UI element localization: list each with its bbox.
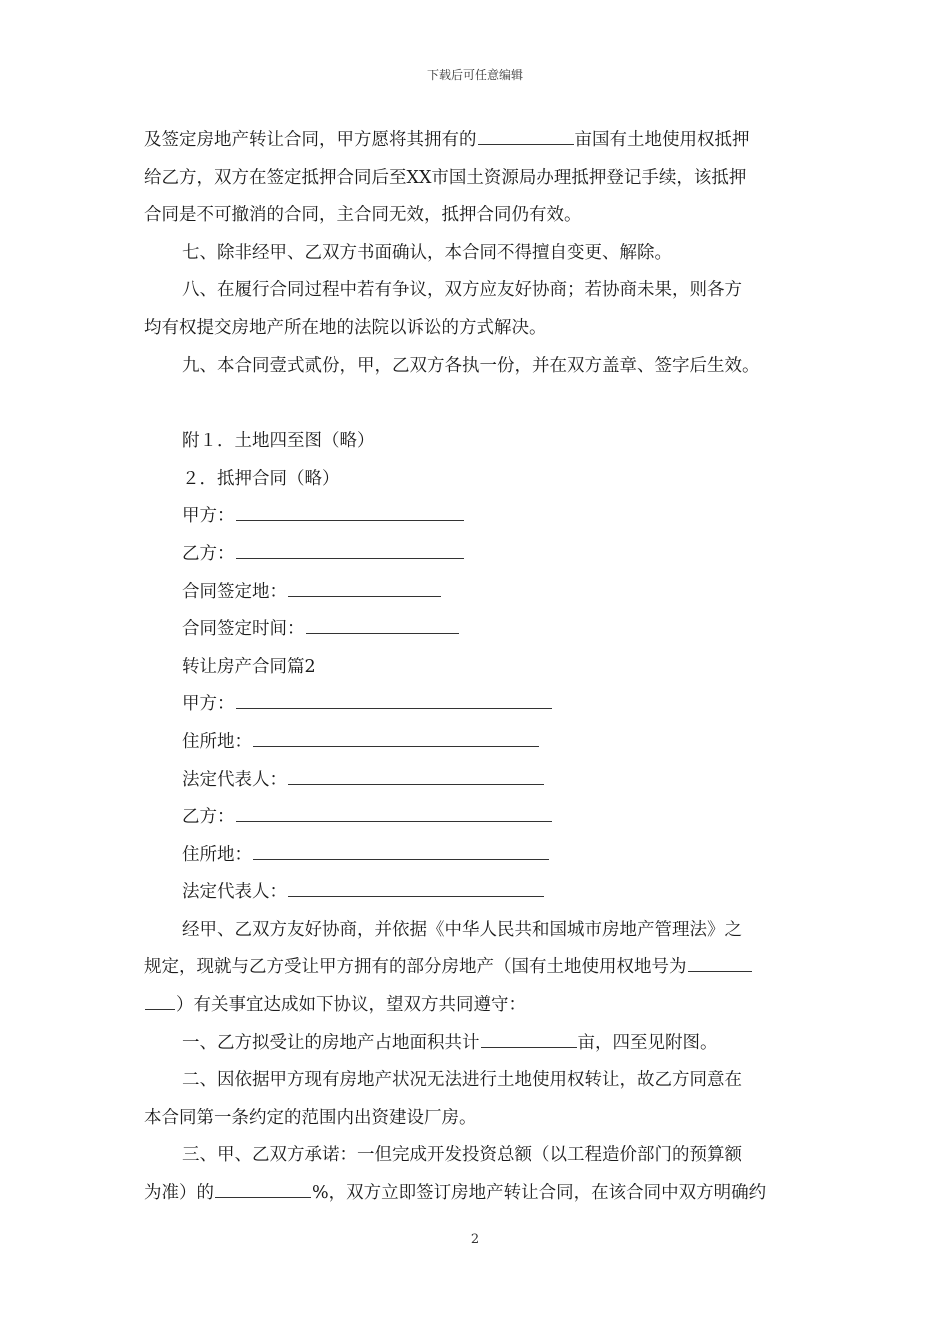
field-label: 法定代表人： — [182, 882, 287, 903]
text-line — [144, 949, 820, 987]
field-label: 合同签定地： — [182, 581, 287, 602]
fill-blank — [236, 502, 464, 521]
text-segment: 规定，现就与乙方受让甲方拥有的部分房地产（国有土地使用权地号为 — [144, 957, 687, 978]
field-label: 甲方： — [182, 694, 235, 715]
fill-blank — [253, 841, 549, 860]
field-label: 住所地： — [182, 844, 252, 865]
text-line: 给乙方，双方在签定抵押合同后至XX市国土资源局办理抵押登记手续，该抵押 — [144, 167, 747, 188]
preamble: 经甲、乙双方友好协商，并依据《中华人民共和国城市房地产管理法》之 — [182, 919, 742, 940]
clause-3: 三、甲、乙双方承诺：一但完成开发投资总额（以工程造价部门的预算额 — [182, 1145, 742, 1166]
fill-blank — [236, 540, 464, 559]
text-segment: 亩国有土地使用权抵押 — [574, 130, 750, 150]
fill-blank — [306, 615, 459, 634]
text-segment: 亩，四至见附图。 — [577, 1032, 718, 1053]
page-number: 2 — [470, 1232, 480, 1247]
fill-blank — [215, 1179, 311, 1198]
field-label: 乙方： — [182, 807, 235, 828]
fill-blank — [145, 991, 175, 1010]
text-segment: 一、乙方拟受让的房地产占地面积共计 — [182, 1032, 480, 1053]
fill-blank — [481, 1029, 577, 1048]
text-segment: 为准）的 — [144, 1183, 214, 1204]
text-line: 均有权提交房地产所在地的法院以诉讼的方式解决。 — [144, 317, 547, 338]
clause-9: 九、本合同壹式贰份，甲，乙双方各执一份，并在双方盖章、签字后生效。 — [182, 355, 760, 376]
text-line — [144, 987, 820, 1025]
text-line — [144, 1175, 820, 1213]
party-b-line — [144, 799, 820, 837]
attachment-1: 附１．土地四至图（略） — [182, 431, 375, 452]
field-label: 甲方： — [182, 506, 235, 527]
clause-1 — [144, 1025, 820, 1063]
text-line: 本合同第一条约定的范围内出资建设厂房。 — [144, 1107, 477, 1128]
section-title: 转让房产合同篇2 — [182, 656, 316, 677]
text-segment: ）有关事宜达成如下协议，望双方共同遵守： — [176, 995, 526, 1016]
fill-blank — [288, 578, 441, 597]
fill-blank — [288, 878, 544, 897]
party-b-representative-line — [144, 874, 820, 912]
clause-8: 八、在履行合同过程中若有争议，双方应友好协商；若协商未果，则各方 — [182, 280, 742, 301]
signing-time-line — [144, 611, 820, 649]
fill-blank — [253, 728, 539, 747]
clause-2: 二、因依据甲方现有房地产状况无法进行土地使用权转让，故乙方同意在 — [182, 1070, 742, 1091]
signing-place-line — [144, 574, 820, 612]
party-b-address-line — [144, 837, 820, 875]
fill-blank — [236, 690, 552, 709]
fill-blank — [288, 766, 544, 785]
party-a-line — [144, 686, 820, 724]
clause-7: 七、除非经甲、乙双方书面确认，本合同不得擅自变更、解除。 — [182, 242, 672, 263]
party-a-signature-line — [144, 498, 820, 536]
text-segment: 及签定房地产转让合同，甲方愿将其拥有的 — [144, 130, 477, 150]
field-label: 乙方： — [182, 543, 235, 564]
party-a-address-line — [144, 724, 820, 762]
fill-blank — [478, 126, 574, 145]
text-line — [144, 122, 820, 160]
page-header: 下载后可任意编辑 — [426, 68, 523, 82]
spacer — [144, 385, 820, 423]
attachment-2: ２．抵押合同（略） — [182, 468, 340, 489]
field-label: 法定代表人： — [182, 769, 287, 790]
document-body — [144, 122, 820, 1213]
party-b-signature-line — [144, 536, 820, 574]
party-a-representative-line — [144, 762, 820, 800]
fill-blank — [236, 803, 552, 822]
text-line: 合同是不可撤消的合同，主合同无效，抵押合同仍有效。 — [144, 205, 582, 226]
text-segment: %，双方立即签订房地产转让合同，在该合同中双方明确约 — [312, 1183, 767, 1204]
field-label: 住所地： — [182, 731, 252, 752]
field-label: 合同签定时间： — [182, 619, 305, 640]
fill-blank — [688, 953, 752, 972]
